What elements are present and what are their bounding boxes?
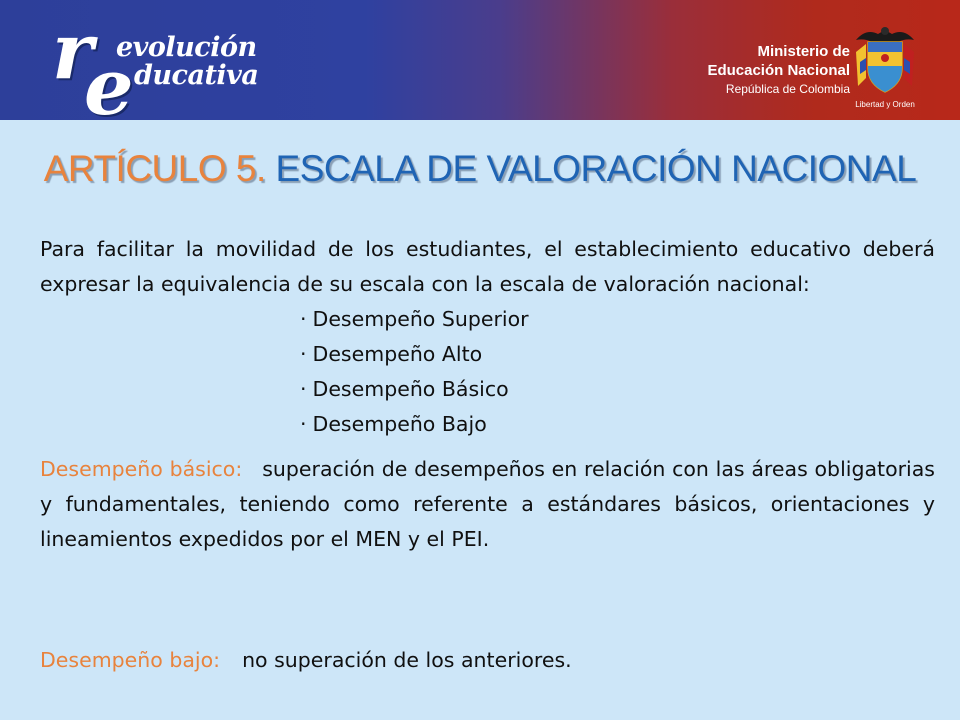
list-item-label: Desempeño Superior [312,307,529,331]
ministry-line-1: Ministerio de [757,43,850,60]
logo-letter-e: e [84,42,134,133]
revolucion-educativa-logo [50,6,290,133]
definition-basico [40,452,935,557]
logo-word-1: evolución [116,32,257,63]
list-item-label: Desempeño Básico [312,377,509,401]
page-title [0,148,960,190]
shield-motto: Libertad y Orden [855,100,915,109]
definition-term: Desempeño básico: [40,457,243,481]
title-heading: ESCALA DE VALORACIÓN NACIONAL [275,148,917,189]
header-banner [0,0,960,133]
definition-text: superación de desempeños en relación con las áreas obligatorias y fundamentales, teniendo como referente a estándares básicos, orientaciones y lineamientos expedidos por el MEN y el PEI. [40,457,935,551]
definition-bajo [40,643,572,678]
list-item [300,407,935,442]
scale-list [40,302,935,442]
list-item [300,302,935,337]
main-content [40,232,935,557]
bullet-icon: · [300,342,307,366]
ministry-line-2: Educación Nacional [707,62,850,79]
title-article-number: ARTÍCULO 5. [43,148,266,189]
bullet-icon: · [300,377,307,401]
list-item [300,337,935,372]
definition-text: no superación de los anteriores. [242,648,572,672]
bullet-icon: · [300,307,307,331]
list-item-label: Desempeño Bajo [312,412,487,436]
logo-word-2: ducativa [134,60,259,91]
list-item [300,372,935,407]
definition-term: Desempeño bajo: [40,648,221,672]
bullet-icon: · [300,412,307,436]
logo-letter-r: r [52,6,94,97]
colombia-coat-of-arms-icon [852,22,918,98]
intro-paragraph: Para facilitar la movilidad de los estudiantes, el establecimiento educativo deberá expresar la equivalencia de su escala con la escala de valoración nacional: [40,237,935,296]
list-item-label: Desempeño Alto [312,342,483,366]
ministry-name [690,42,850,99]
ministry-line-3: República de Colombia [725,82,850,96]
